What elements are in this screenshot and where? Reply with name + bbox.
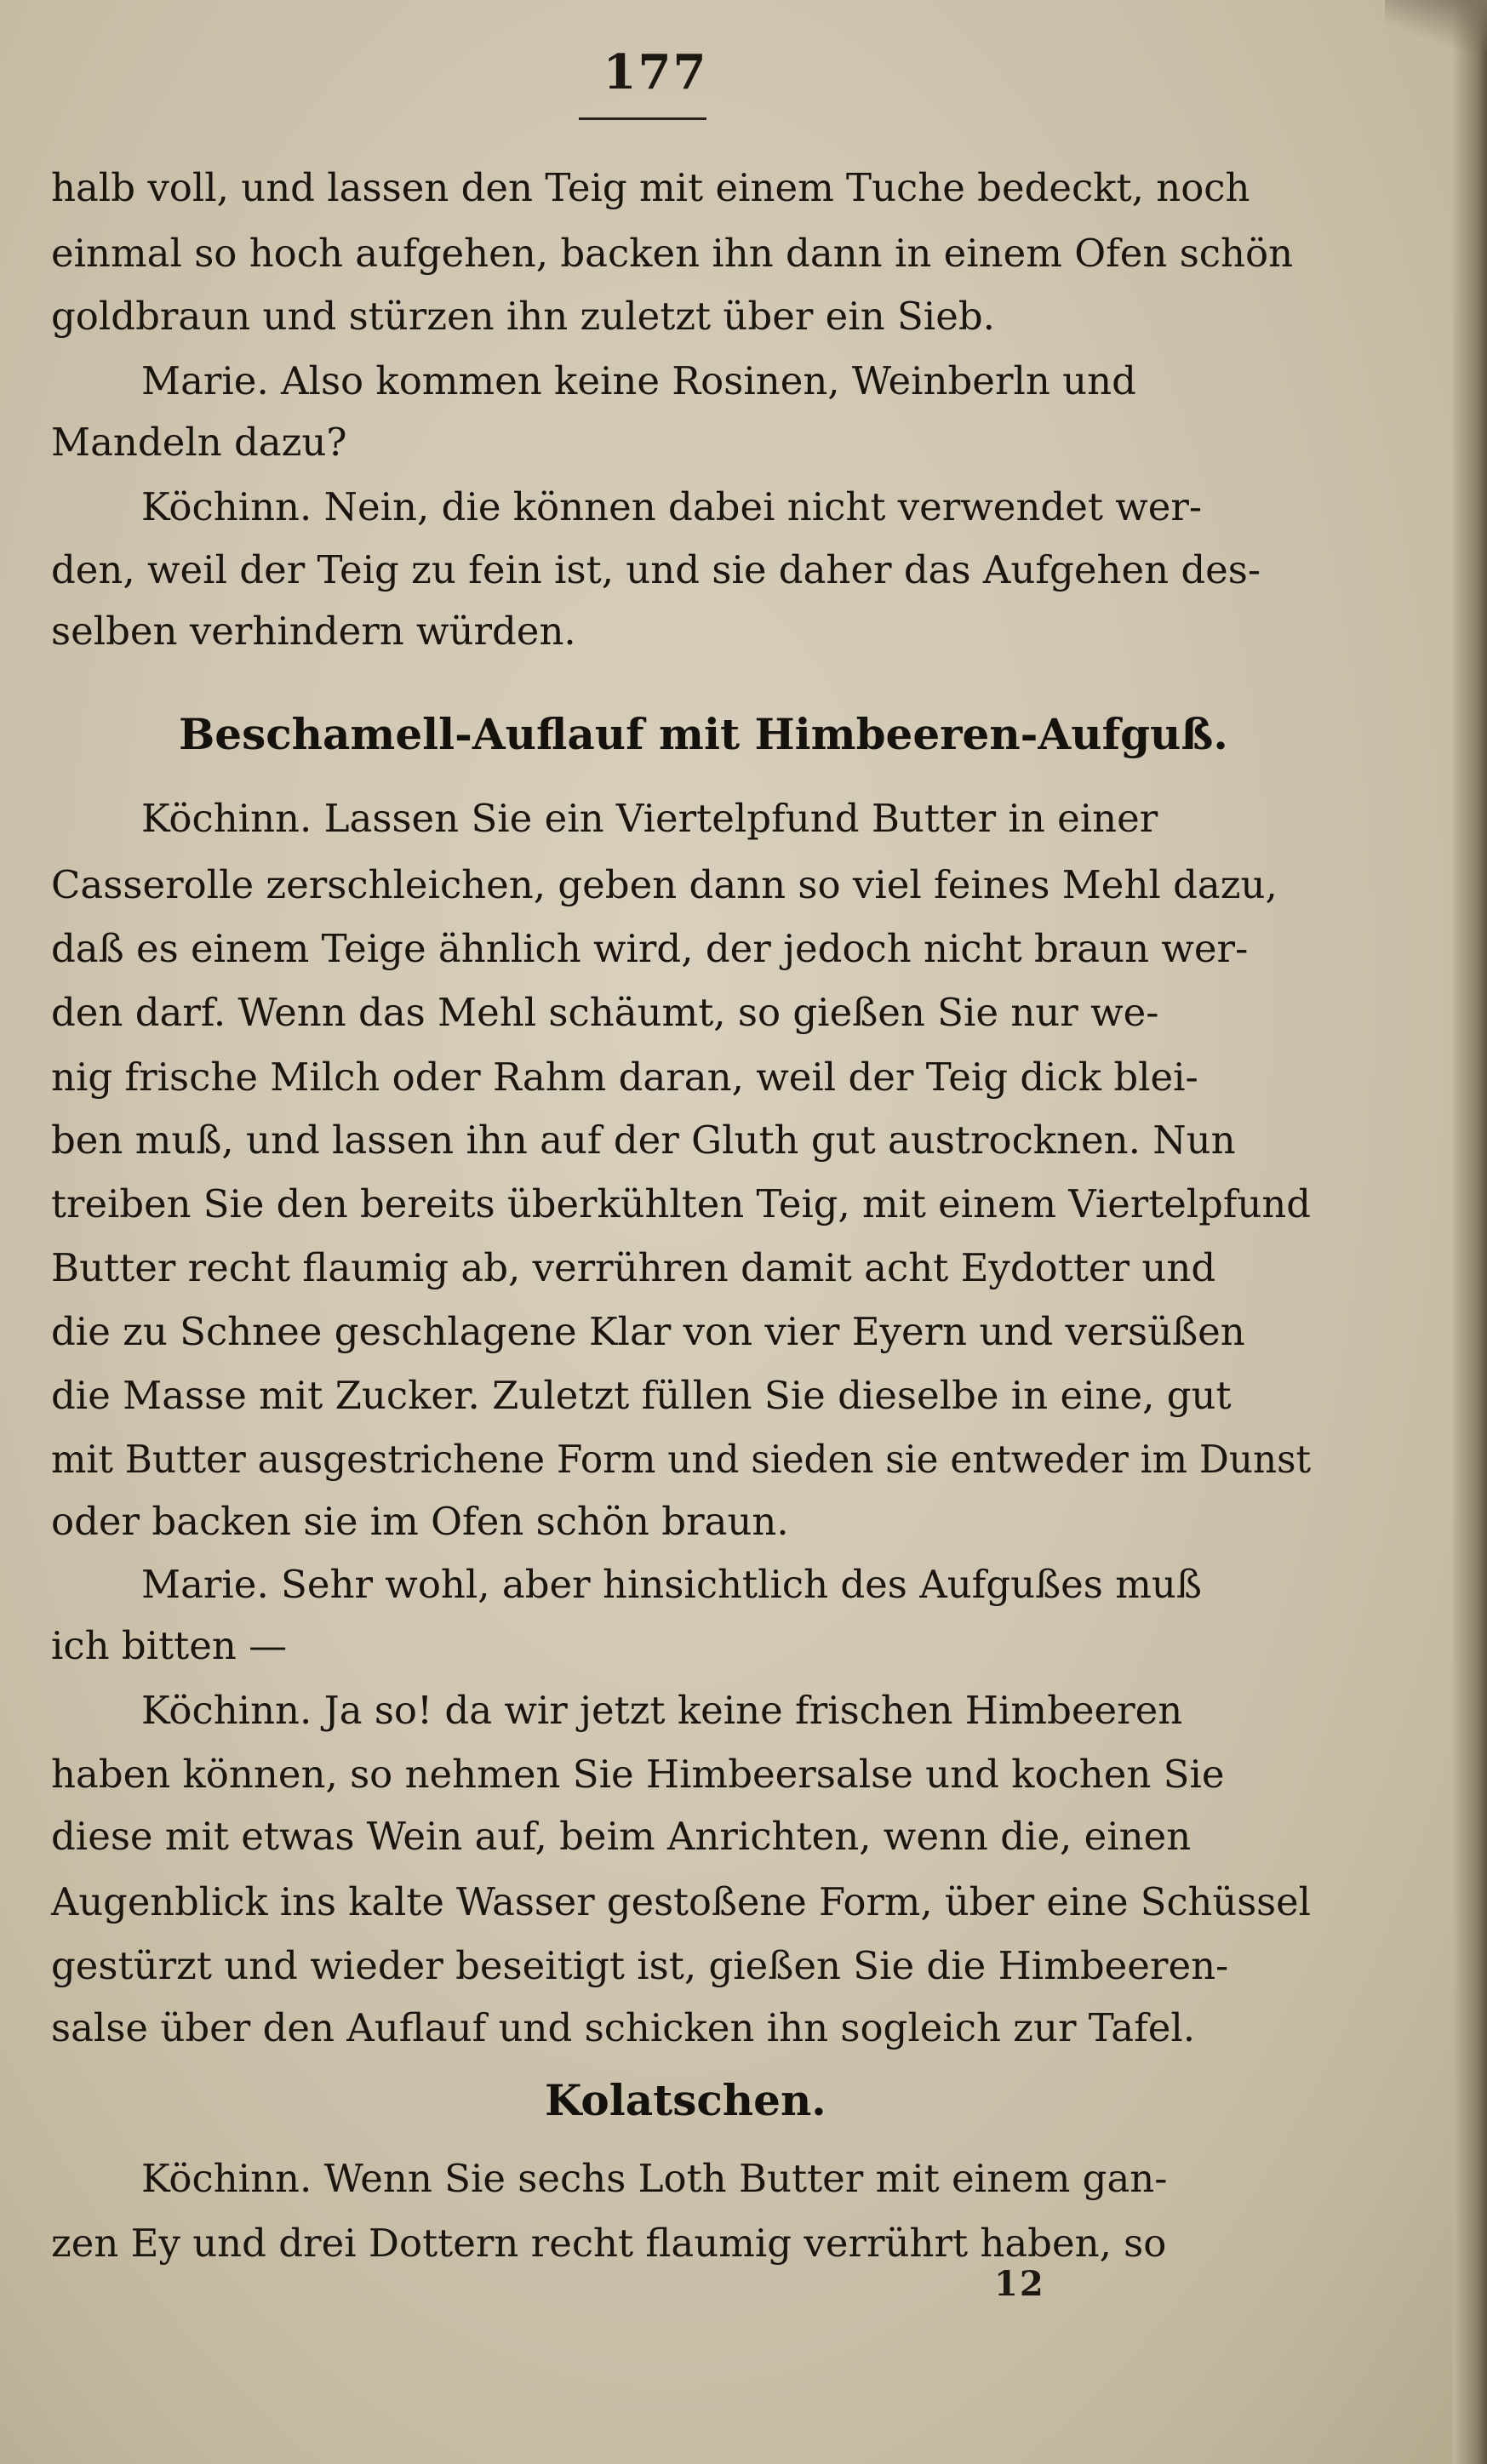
text-line: oder backen sie im Ofen schön braun. [51,1499,789,1544]
text-line: Marie. Sehr wohl, aber hinsichtlich des Aufgußes muß [141,1562,1202,1607]
text-line: ich bitten — [51,1623,288,1668]
text-line: Butter recht flaumig ab, verrühren damit acht Eydotter und [51,1245,1216,1290]
page-corner-shadow [1385,0,1487,51]
text-line: gestürzt und wieder beseitigt ist, gießen Sie die Himbeeren- [51,1943,1229,1988]
text-line: Köchinn. Nein, die können dabei nicht verwendet wer- [141,484,1203,529]
text-line: goldbraun und stürzen ihn zuletzt über ein Sieb. [51,294,995,339]
text-line: die zu Schnee geschlagene Klar von vier Eyern und versüßen [51,1309,1245,1354]
text-line: mit Butter ausgestrichene Form und sieden sie entweder im Dunst [51,1437,1312,1482]
page-number-rule [579,117,706,120]
text-line: Casserolle zerschleichen, geben dann so viel feines Mehl dazu, [51,862,1278,907]
text-line: Köchinn. Ja so! da wir jetzt keine frischen Himbeeren [141,1688,1183,1733]
text-line: Marie. Also kommen keine Rosinen, Weinberln und [141,358,1136,403]
text-line: daß es einem Teige ähnlich wird, der jedoch nicht braun wer- [51,926,1249,971]
section-heading: Kolatschen. [545,2075,826,2125]
text-line: Mandeln dazu? [51,420,347,465]
text-line: haben können, so nehmen Sie Himbeersalse und kochen Sie [51,1752,1225,1797]
text-line: einmal so hoch aufgehen, backen ihn dann in einem Ofen schön [51,231,1294,276]
page-number: 177 [603,44,708,100]
text-line: halb voll, und lassen den Teig mit einem Tuche bedeckt, noch [51,165,1250,210]
text-line: den, weil der Teig zu fein ist, und sie daher das Aufgehen des- [51,547,1261,592]
text-line: treiben Sie den bereits überkühlten Teig, mit einem Viertelpfund [51,1181,1311,1226]
text-line: nig frische Milch oder Rahm daran, weil der Teig dick blei- [51,1055,1198,1100]
text-line: diese mit etwas Wein auf, beim Anrichten, wenn die, einen [51,1814,1192,1859]
text-line: den darf. Wenn das Mehl schäumt, so gießen Sie nur we- [51,990,1159,1035]
page-edge-shadow [1453,0,1487,2464]
text-line: die Masse mit Zucker. Zuletzt füllen Sie dieselbe in eine, gut [51,1373,1232,1418]
section-heading: Beschamell-Auflauf mit Himbeeren-Aufguß. [179,709,1228,759]
text-line: Köchinn. Lassen Sie ein Viertelpfund Butter in einer [141,796,1158,841]
signature-mark: 12 [994,2264,1045,2304]
text-line: zen Ey und drei Dottern recht flaumig verrührt haben, so [51,2221,1167,2266]
text-line: Augenblick ins kalte Wasser gestoßene Form, über eine Schüssel [51,1879,1311,1924]
text-line: selben verhindern würden. [51,609,576,654]
text-line: salse über den Auflauf und schicken ihn sogleich zur Tafel. [51,2005,1196,2050]
text-line: ben muß, und lassen ihn auf der Gluth gut austrocknen. Nun [51,1118,1236,1163]
text-line: Köchinn. Wenn Sie sechs Loth Butter mit einem gan- [141,2156,1168,2201]
